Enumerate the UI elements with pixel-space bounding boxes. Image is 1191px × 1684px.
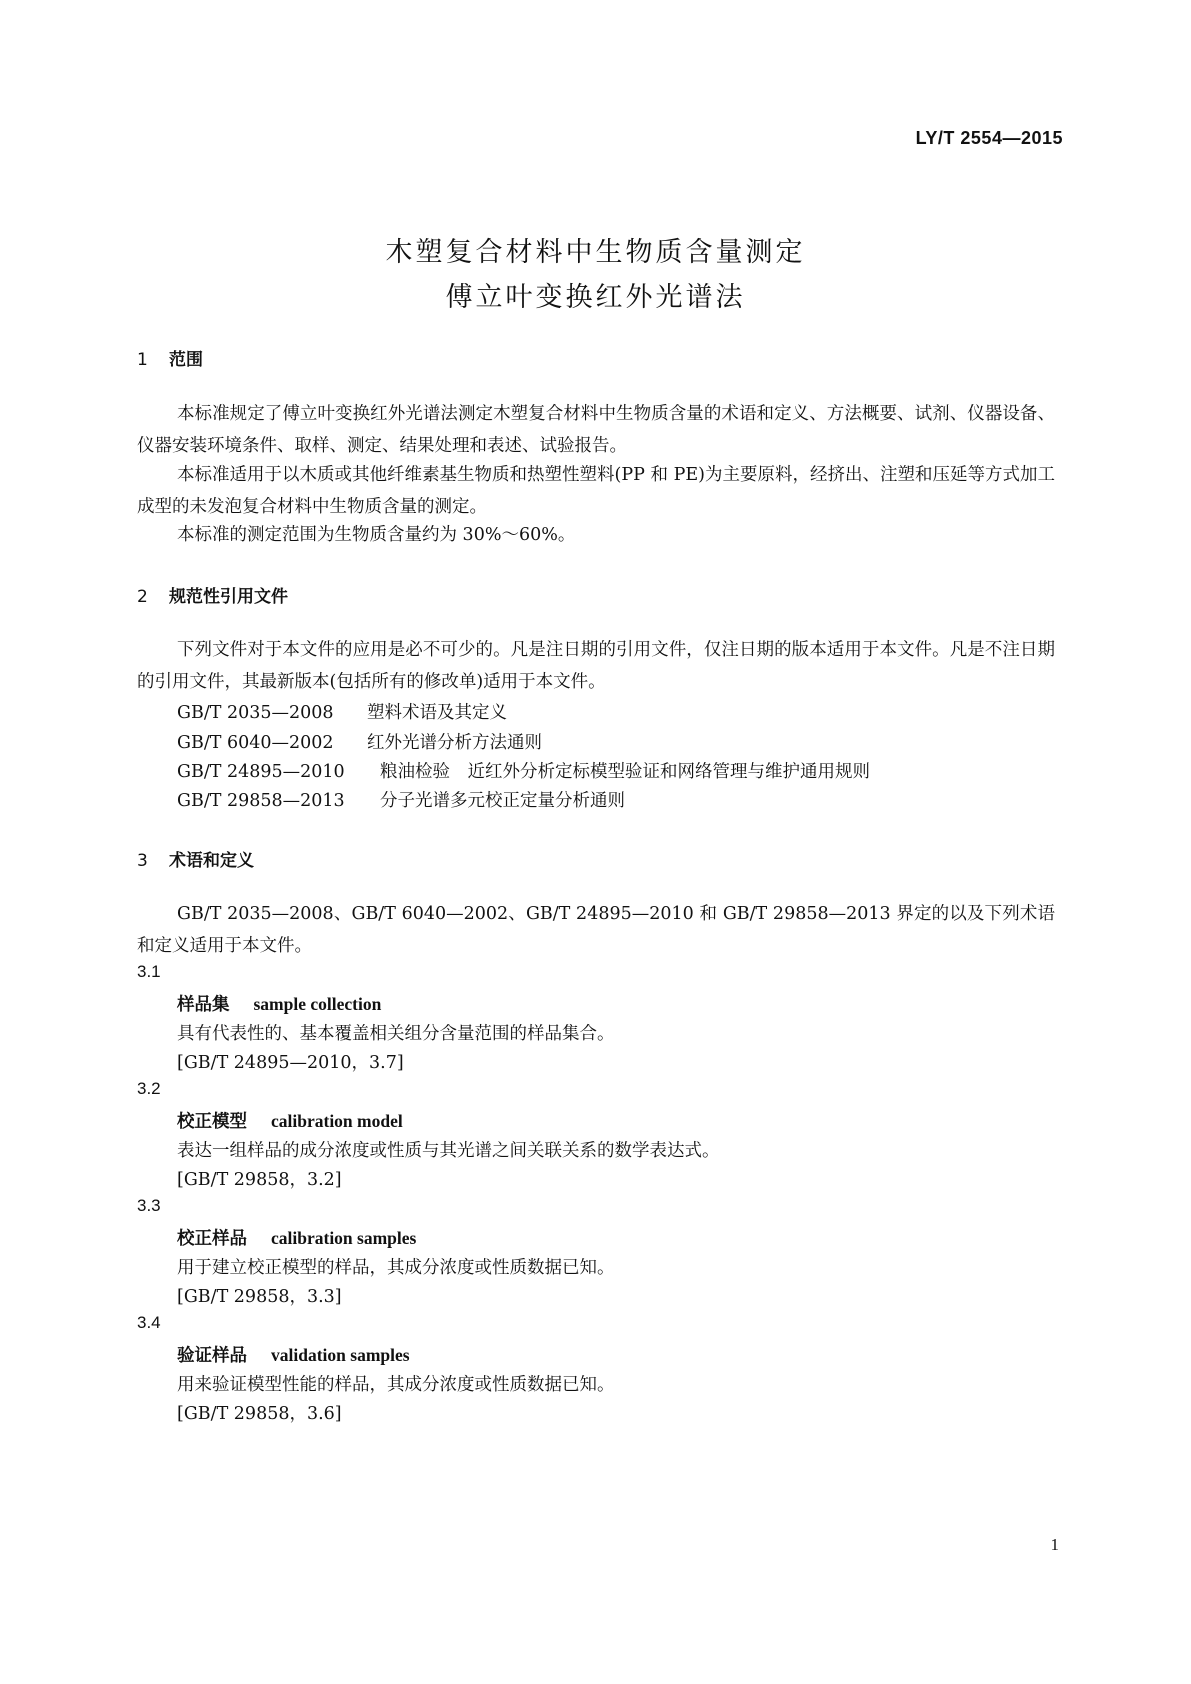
reference-item	[177, 729, 542, 754]
section-title: 术语和定义	[169, 851, 254, 871]
standard-code: LY/T 2554—2015	[915, 128, 1063, 148]
reference-code: GB/T 6040—2002	[177, 733, 334, 753]
reference-title: 分子光谱多元校正定量分析通则	[380, 791, 625, 811]
term-en: validation samples	[271, 1345, 410, 1365]
reference-item	[177, 787, 625, 812]
document-title-line2: 傅立叶变换红外光谱法	[445, 282, 746, 313]
term-number: 3.4	[137, 1313, 161, 1332]
term-en: calibration samples	[271, 1228, 417, 1248]
paragraph: 本标准适用于以木质或其他纤维素基生物质和热塑性塑料(PP 和 PE)为主要原料，经挤出、注塑和压延等方式加工成型的未发泡复合材料中生物质含量的测定。	[137, 465, 1055, 517]
section-title: 范围	[169, 350, 203, 370]
term-source: [GB/T 29858，3.2]	[177, 1170, 342, 1190]
term-en: calibration model	[271, 1111, 403, 1131]
reference-item	[177, 758, 870, 783]
paragraph: GB/T 2035—2008、GB/T 6040—2002、GB/T 24895—2010 和 GB/T 29858—2013 界定的以及下列术语和定义适用于本文件。	[137, 904, 1055, 956]
page-number: 1	[1050, 1535, 1059, 1554]
term-number: 3.1	[137, 962, 161, 981]
term-heading	[177, 1225, 416, 1250]
section-number: 1	[137, 350, 148, 370]
paragraph: 本标准的测定范围为生物质含量约为 30%～60%。	[177, 525, 576, 545]
term-zh: 样品集	[177, 995, 230, 1015]
section-heading-scope	[137, 345, 203, 370]
section-title: 规范性引用文件	[169, 587, 288, 607]
term-number: 3.2	[137, 1079, 161, 1098]
term-definition: 具有代表性的、基本覆盖相关组分含量范围的样品集合。	[177, 1024, 615, 1044]
reference-title: 红外光谱分析方法通则	[367, 733, 542, 753]
term-zh: 验证样品	[177, 1346, 247, 1366]
term-heading	[177, 1108, 403, 1133]
section-heading-terms-definitions	[137, 846, 254, 871]
reference-title: 粮油检验 近红外分析定标模型验证和网络管理与维护通用规则	[380, 762, 870, 782]
paragraph: 本标准规定了傅立叶变换红外光谱法测定木塑复合材料中生物质含量的术语和定义、方法概要、试剂、仪器设备、仪器安装环境条件、取样、测定、结果处理和表述、试验报告。	[137, 404, 1055, 456]
document-title-line1: 木塑复合材料中生物质含量测定	[385, 237, 806, 268]
reference-code: GB/T 2035—2008	[177, 703, 334, 723]
term-definition: 用于建立校正模型的样品，其成分浓度或性质数据已知。	[177, 1258, 615, 1278]
term-zh: 校正模型	[177, 1112, 247, 1132]
term-heading	[177, 1342, 410, 1367]
term-zh: 校正样品	[177, 1229, 247, 1249]
reference-code: GB/T 29858—2013	[177, 791, 345, 811]
paragraph: 下列文件对于本文件的应用是必不可少的。凡是注日期的引用文件，仅注日期的版本适用于本文件。凡是不注日期的引用文件，其最新版本(包括所有的修改单)适用于本文件。	[137, 640, 1055, 692]
term-definition: 表达一组样品的成分浓度或性质与其光谱之间关联关系的数学表达式。	[177, 1141, 720, 1161]
term-definition: 用来验证模型性能的样品，其成分浓度或性质数据已知。	[177, 1375, 615, 1395]
term-en: sample collection	[253, 994, 382, 1014]
reference-item	[177, 699, 507, 724]
term-number: 3.3	[137, 1196, 161, 1215]
term-source: [GB/T 29858，3.6]	[177, 1404, 342, 1424]
term-source: [GB/T 29858，3.3]	[177, 1287, 342, 1307]
section-number: 3	[137, 851, 148, 871]
reference-title: 塑料术语及其定义	[367, 703, 507, 723]
term-heading	[177, 991, 381, 1016]
term-source: [GB/T 24895—2010，3.7]	[177, 1053, 404, 1073]
reference-code: GB/T 24895—2010	[177, 762, 345, 782]
section-heading-normative-references	[137, 582, 288, 607]
section-number: 2	[137, 587, 148, 607]
